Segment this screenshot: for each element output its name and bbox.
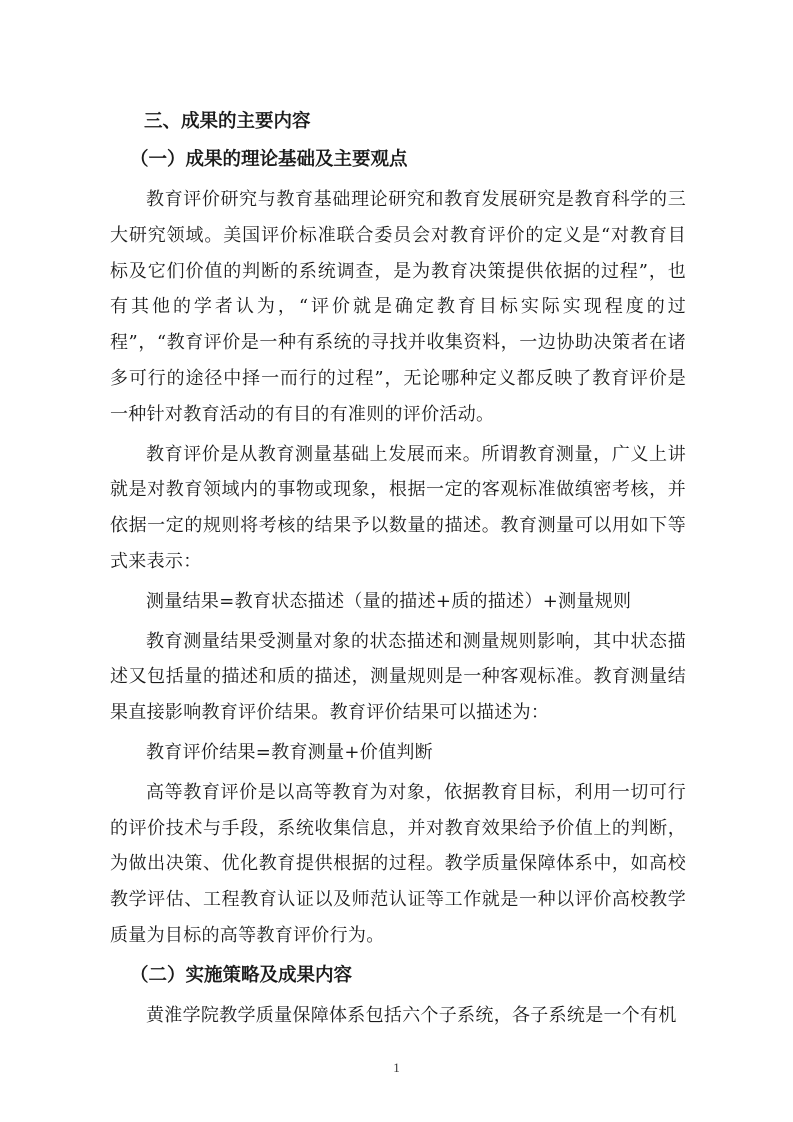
- section-heading: 三、成果的主要内容: [144, 111, 311, 132]
- document-body: [110, 104, 686, 1038]
- paragraph-higher-education-evaluation: 高等教育评价是以高等教育为对象，依据教育目标，利用一切可行的评价技术与手段，系统收集信息，并对教育效果给予价值上的判断，为做出决策、优化教育提供根据的过程。教学质量保障体系中，如高校教学评估、工程教育认证以及师范认证等工作就是一种以评价高校教学质量为目标的高等教育评价行为。: [110, 781, 686, 946]
- formula-evaluation-result: 教育评价结果=教育测量+价值判断: [146, 741, 433, 763]
- paragraph-evaluation-definition: 教育评价研究与教育基础理论研究和教育发展研究是教育科学的三大研究领域。美国评价标准联合委员会对教育评价的定义是“对教育目标及它们价值的判断的系统调查，是为教育决策提供依据的过程”，也有其他的学者认为，“评价就是确定教育目标实际实现程度的过程”，“教育评价是一种有系统的寻找并收集资料，一边协助决策者在诸多可行的途径中择一而行的过程”，无论哪种定义都反映了教育评价是一种针对教育活动的有目的有准则的评价活动。: [110, 189, 686, 425]
- paragraph-measurement-influence: 教育测量结果受测量对象的状态描述和测量规则影响，其中状态描述又包括量的描述和质的描述，测量规则是一种客观标准。教育测量结果直接影响教育评价结果。教育评价结果可以描述为：: [110, 630, 686, 724]
- subsection-heading-theory: （一）成果的理论基础及主要观点: [130, 149, 408, 170]
- page-number: 1: [393, 1060, 400, 1075]
- formula-measurement-result: 测量结果=教育状态描述（量的描述+质的描述）+测量规则: [146, 590, 632, 612]
- subsection-heading-strategy: （二）实施策略及成果内容: [130, 964, 353, 986]
- paragraph-quality-system: 黄淮学院教学质量保障体系包括六个子系统，各子系统是一个有机: [146, 1004, 677, 1026]
- paragraph-measurement-origin: 教育评价是从教育测量基础上发展而来。所谓教育测量，广义上讲就是对教育领域内的事物或现象，根据一定的客观标准做缜密考核，并依据一定的规则将考核的结果予以数量的描述。教育测量可以用如下等式来表示：: [110, 443, 686, 572]
